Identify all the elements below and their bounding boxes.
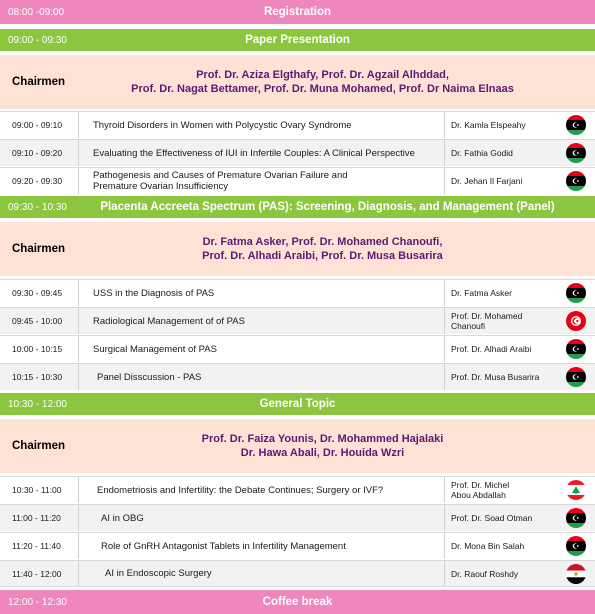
registration-band [0,0,595,24]
row-topic: Endometriosis and Infertility: the Debate Continues; Surgery or IVF? [79,477,445,503]
row-topic: AI in Endoscopic Surgery [79,561,445,586]
row-speaker: Dr. Mona Bin Salah [451,541,525,551]
row-topic-line: Pathogenesis and Causes of Premature Ovarian Failure and [93,170,348,181]
row-time: 11:40 - 12:00 [0,561,79,586]
row-topic-line: Premature Ovarian Insufficiency [93,181,228,192]
chairmen-label: Chairmen [12,440,66,452]
chairmen-line: Prof. Dr. Nagat Bettamer, Prof. Dr. Muna Mohamed, Prof. Dr Naima Elnaas [131,83,514,95]
session2-header [0,196,595,218]
table-row [0,335,595,362]
row-speaker-line: Abou Abdallah [451,490,506,500]
libya-flag-icon [566,339,586,359]
row-topic: Role of GnRH Antagonist Tablets in Infertility Management [79,533,445,559]
coffee-break-title: Coffee break [262,596,333,608]
row-time: 10:00 - 10:15 [0,336,79,362]
libya-flag-icon [566,171,586,191]
libya-flag-icon [566,115,586,135]
row-speaker: Prof. Dr. Soad Otman [451,513,533,523]
row-speaker [445,477,557,503]
table-row [0,279,595,306]
table-row [0,363,595,390]
coffee-break-time: 12:00 - 12:30 [8,596,67,608]
row-speaker-line: Prof. Dr. Michel [451,480,510,490]
session1-title: Paper Presentation [245,34,350,46]
row-topic: Panel Disscussion - PAS [79,364,445,390]
row-speaker: Dr. Fathia Godid [451,148,513,158]
registration-time: 08:00 -09:00 [8,6,65,18]
row-speaker: Dr. Jehan Il Farjani [451,176,523,186]
session3-chairmen [0,419,595,473]
chairmen-line: Prof. Dr. Alhadi Araibi, Prof. Dr. Musa Busarira [202,250,443,262]
session3-title: General Topic [259,398,336,410]
row-speaker: Dr. Raouf Roshdy [451,568,519,579]
table-row [0,139,595,166]
table-row [0,167,595,194]
row-topic: Thyroid Disorders in Women with Polycystic Ovary Syndrome [79,112,445,138]
egypt-flag-icon [566,564,586,584]
row-time: 09:30 - 09:45 [0,280,79,306]
libya-flag-icon [566,283,586,303]
libya-flag-icon [566,508,586,528]
session3-time: 10:30 - 12:00 [8,398,67,410]
registration-title: Registration [263,6,332,18]
row-speaker: Prof. Dr. Musa Busarira [451,372,540,382]
session2-title: Placenta Accreeta Spectrum (PAS): Screening, Diagnosis, and Management (Panel) [100,201,555,213]
session2-chairmen [0,222,595,276]
table-row [0,111,595,138]
row-time: 11:00 - 11:20 [0,505,79,531]
row-topic: Surgical Management of PAS [79,336,445,362]
chairmen-line: Dr. Hawa Abali, Dr. Houida Wzri [240,447,405,459]
row-speaker: Dr. Fatma Asker [451,288,512,298]
chairmen-names [80,68,595,96]
session1-header [0,29,595,51]
session1-chairmen [0,55,595,109]
row-topic: USS in the Diagnosis of PAS [79,280,445,306]
row-time: 09:20 - 09:30 [0,168,79,194]
session3-header [0,393,595,415]
row-speaker [445,308,557,334]
row-time: 10:15 - 10:30 [0,364,79,390]
row-topic: Evaluating the Effectiveness of IUI in Infertile Couples: A Clinical Perspective [79,140,445,166]
libya-flag-icon [566,367,586,387]
row-time: 11:20 - 11:40 [0,533,79,559]
table-row [0,307,595,334]
row-topic: Radiological Management of of PAS [79,308,445,334]
row-time: 10:30 - 11:00 [0,477,79,503]
table-row [0,532,595,559]
chairmen-line: Dr. Fatma Asker, Prof. Dr. Mohamed Chanoufi, [202,236,443,248]
coffee-break-band [0,590,595,614]
row-speaker: Prof. Dr. Alhadi Araibi [451,344,532,354]
chairmen-names [80,432,595,460]
chairmen-label: Chairmen [12,243,66,255]
libya-flag-icon [566,143,586,163]
libya-flag-icon [566,536,586,556]
lebanon-flag-icon [566,480,586,500]
chairmen-line: Prof. Dr. Aziza Elgthafy, Prof. Dr. Agzail Alhddad, [196,69,449,81]
table-row [0,476,595,503]
row-time: 09:00 - 09:10 [0,112,79,138]
table-row [0,560,595,587]
table-row [0,504,595,531]
session2-time: 09:30 - 10:30 [8,201,67,213]
row-topic: AI in OBG [79,505,445,531]
row-time: 09:45 - 10:00 [0,308,79,334]
row-speaker-line: Chanoufi [451,321,486,331]
row-speaker: Dr. Kamla Elspeahy [451,120,526,130]
session1-time: 09:00 - 09:30 [8,34,67,46]
row-topic [79,168,445,194]
chairmen-line: Prof. Dr. Faiza Younis, Dr. Mohammed Hajalaki [201,433,444,445]
tunisia-flag-icon [566,311,586,331]
row-speaker-line: Prof. Dr. Mohamed [451,311,523,321]
chairmen-label: Chairmen [12,76,66,88]
chairmen-names [80,235,595,263]
row-time: 09:10 - 09:20 [0,140,79,166]
